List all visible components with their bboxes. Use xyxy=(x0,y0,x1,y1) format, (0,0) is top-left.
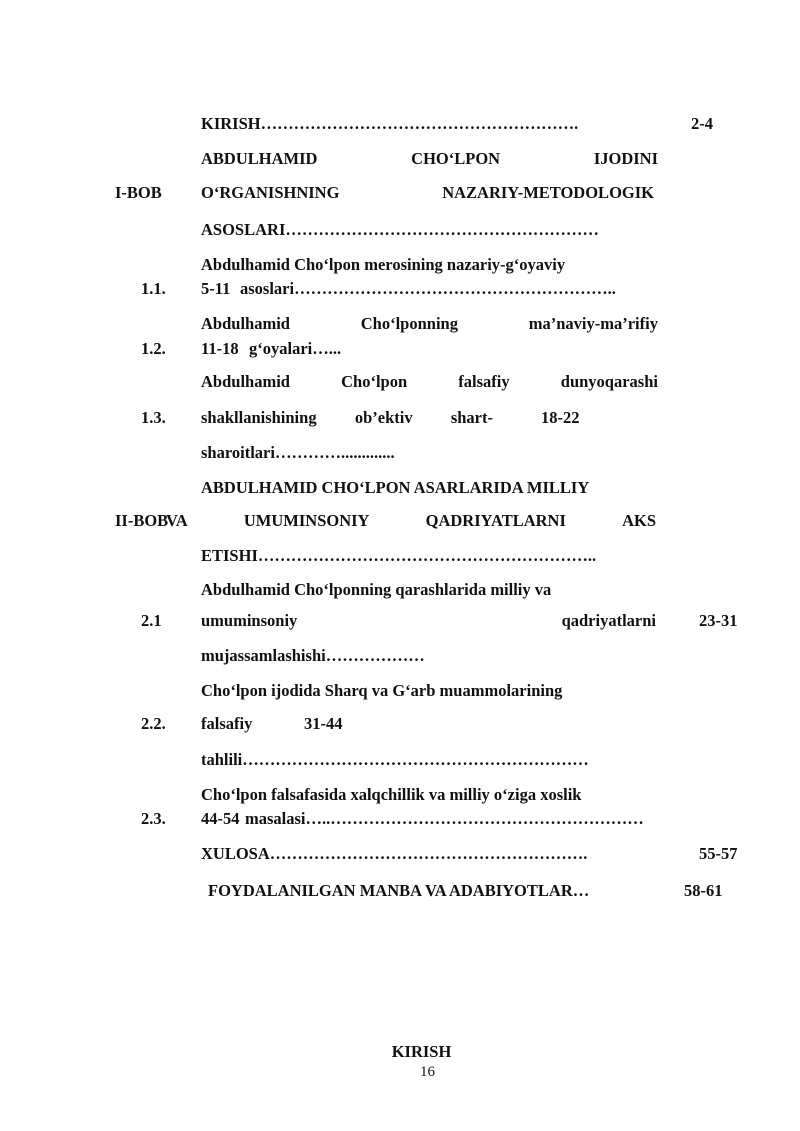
toc-s21-line2 xyxy=(201,613,656,630)
toc-s22-pages: 31-44 xyxy=(304,714,343,733)
toc-kirish-title: KIRISH…………………………………………………. xyxy=(201,114,579,133)
toc-word: UMUMINSONIY xyxy=(243,511,370,530)
toc-word: shakllanishining xyxy=(201,408,317,427)
toc-kirish-pages: 2-4 xyxy=(691,114,713,133)
toc-bob2-label: II-BOB xyxy=(115,511,169,530)
toc-word: shart- xyxy=(450,408,493,427)
toc-word: ma’naviy-ma’rifiy xyxy=(528,314,658,333)
toc-word: Cho‘lponning xyxy=(360,314,458,333)
toc-bob1-line3: ASOSLARI………………………………………………… xyxy=(201,220,599,239)
toc-s22-num: 2.2. xyxy=(141,714,166,733)
toc-bibliography-pages: 58-61 xyxy=(684,881,723,900)
toc-s21-pages: 23-31 xyxy=(699,611,738,630)
toc-s13-line3: sharoitlari…………............. xyxy=(201,443,395,462)
next-section-heading: KIRISH xyxy=(391,1042,452,1061)
toc-word: QADRIYATLARNI xyxy=(425,511,566,530)
toc-bob2-line1: ABDULHAMID CHO‘LPON ASARLARIDA MILLIY xyxy=(201,478,590,497)
toc-word: dunyoqarashi xyxy=(560,372,658,391)
toc-s23-line2: masalasi…..………………………………………………… xyxy=(245,809,644,828)
toc-xulosa-pages: 55-57 xyxy=(699,844,738,863)
toc-s13-num: 1.3. xyxy=(141,408,166,427)
toc-s23-num: 2.3. xyxy=(141,809,166,828)
toc-word: Abdulhamid xyxy=(201,314,290,333)
toc-s11-line2: asoslari………………………………………………….. xyxy=(240,279,616,298)
toc-word: ABDULHAMID xyxy=(201,149,318,168)
toc-word: O‘RGANISHNING xyxy=(201,183,340,202)
toc-word: AKS xyxy=(622,511,656,530)
toc-s22-word: falsafiy xyxy=(201,714,253,733)
toc-bob1-label: I-BOB xyxy=(115,183,162,202)
toc-word: falsafiy xyxy=(458,372,510,391)
toc-s11-pages: 5-11 xyxy=(201,279,231,298)
toc-word: IJODINI xyxy=(593,149,658,168)
toc-s12-line2: g‘oyalari…... xyxy=(249,339,342,358)
toc-s21-num: 2.1 xyxy=(141,611,162,630)
toc-s13-line2 xyxy=(201,410,493,427)
toc-bob2-line3: ETISHI…………………………………………………….. xyxy=(201,546,597,565)
toc-s22-line1: Cho‘lpon ijodida Sharq va G‘arb muammolarining xyxy=(201,681,563,700)
toc-s11-line1: Abdulhamid Cho‘lpon merosining nazariy-g‘oyaviy xyxy=(201,255,566,274)
toc-bob2-line2 xyxy=(166,513,656,530)
toc-word: VA xyxy=(166,511,188,530)
page-number: 16 xyxy=(420,1064,435,1080)
toc-s13-pages: 18-22 xyxy=(541,408,580,427)
toc-bob1-line2 xyxy=(201,185,654,202)
toc-word: ob’ektiv xyxy=(354,408,413,427)
toc-word: qadriyatlarni xyxy=(561,611,656,630)
toc-s12-pages: 11-18 xyxy=(201,339,239,358)
toc-s13-line1 xyxy=(201,374,658,391)
toc-s22-line3: tahlili……………………………………………………… xyxy=(201,750,589,769)
toc-word: Cho‘lpon xyxy=(341,372,408,391)
toc-word: Abdulhamid xyxy=(201,372,290,391)
toc-bob1-line1 xyxy=(201,151,658,168)
toc-s11-num: 1.1. xyxy=(141,279,166,298)
toc-s23-pages: 44-54 xyxy=(201,809,240,828)
toc-xulosa-title: XULOSA…………………………………………………. xyxy=(201,844,588,863)
toc-s21-line1: Abdulhamid Cho‘lponning qarashlarida milliy va xyxy=(201,580,552,599)
toc-s12-line1 xyxy=(201,316,658,333)
toc-word: umuminsoniy xyxy=(201,611,298,630)
toc-s21-line3: mujassamlashishi……………… xyxy=(201,646,425,665)
toc-word: CHO‘LPON xyxy=(411,149,501,168)
toc-s23-line1: Cho‘lpon falsafasida xalqchillik va milliy o‘ziga xoslik xyxy=(201,785,582,804)
toc-s12-num: 1.2. xyxy=(141,339,166,358)
toc-word: NAZARIY-METODOLOGIK xyxy=(442,183,654,202)
toc-bibliography-title: FOYDALANILGAN MANBA VA ADABIYOTLAR… xyxy=(208,881,590,900)
